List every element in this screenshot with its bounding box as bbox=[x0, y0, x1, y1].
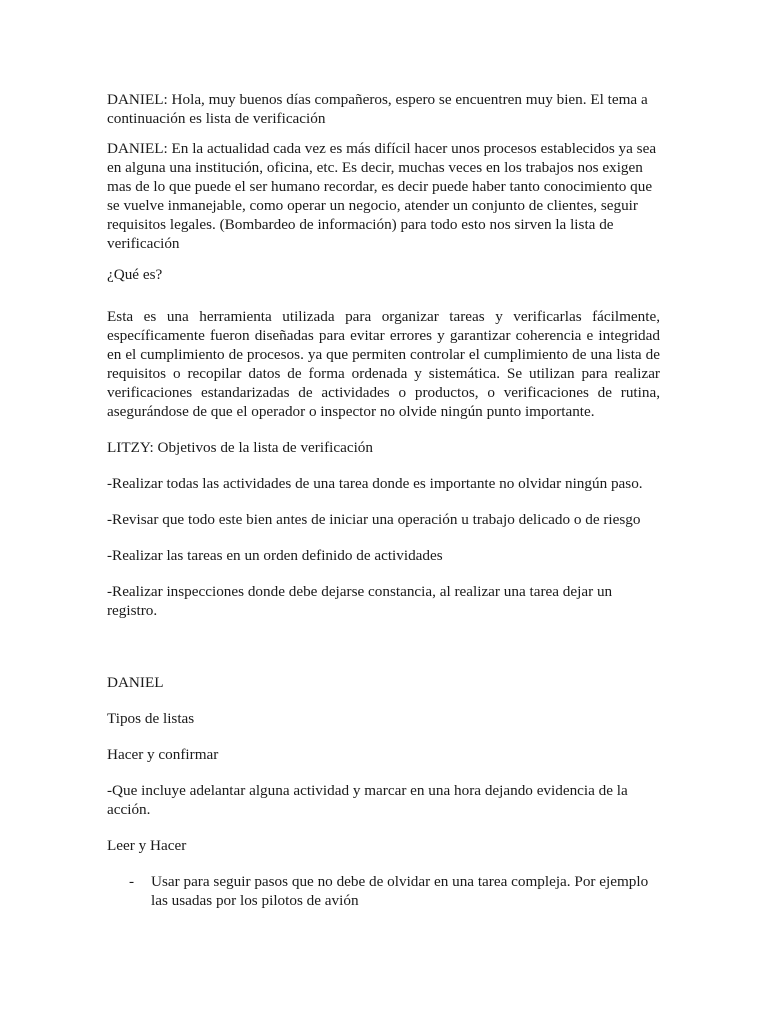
bullet-dash: - bbox=[129, 873, 135, 890]
speaker-daniel: DANIEL bbox=[107, 674, 164, 691]
paragraph-intro: DANIEL: Hola, muy buenos días compañeros, espero se encuentren muy bien. El tema a continuación es lista de verificación bbox=[107, 91, 648, 127]
bullet-text: Usar para seguir pasos que no debe de olvidar en una tarea compleja. Por ejemplo las usadas por los pilotos de avión bbox=[151, 873, 649, 909]
objective-item: -Realizar inspecciones donde debe dejarse constancia, al realizar una tarea dejar un registro. bbox=[107, 583, 613, 619]
paragraph-definition: Esta es una herramienta utilizada para organizar tareas y verificarlas fácilmente, específicamente fueron diseñadas para evitar errores y garantizar coherencia e integridad en el cumplimiento de procesos. ya que permiten controlar el cumplimiento de una lista de requisitos o recopilar datos de forma ordenada y sistemática. Se utilizan para realizar verificaciones estandarizadas de actividades o productos, o verificaciones de rutina, asegurándose de que el operador o inspector no olvide ningún punto importante. bbox=[107, 308, 660, 420]
objective-item: -Realizar las tareas en un orden definido de actividades bbox=[107, 547, 443, 564]
type-title-hacer-confirmar: Hacer y confirmar bbox=[107, 746, 219, 763]
question-heading: ¿Qué es? bbox=[107, 266, 163, 283]
bullet-item bbox=[129, 872, 660, 910]
type-title-leer-hacer: Leer y Hacer bbox=[107, 837, 187, 854]
objective-item: -Revisar que todo este bien antes de iniciar una operación u trabajo delicado o de riesgo bbox=[107, 511, 641, 528]
litzy-heading: LITZY: Objetivos de la lista de verificación bbox=[107, 439, 373, 456]
paragraph-context: DANIEL: En la actualidad cada vez es más difícil hacer unos procesos establecidos ya sea en alguna una institución, oficina, etc. Es decir, muchas veces en los trabajos nos exigen mas de lo que puede el ser humano recordar, es decir puede haber tanto conocimiento que se vuelve inmanejable, como operar un negocio, atender un conjunto de clientes, seguir requisitos legales. (Bombardeo de información) para todo esto nos sirven la lista de verificación bbox=[107, 140, 657, 252]
types-heading: Tipos de listas bbox=[107, 710, 195, 727]
objective-item: -Realizar todas las actividades de una tarea donde es importante no olvidar ningún paso. bbox=[107, 475, 643, 492]
type-desc-hacer-confirmar: -Que incluye adelantar alguna actividad y marcar en una hora dejando evidencia de la acción. bbox=[107, 782, 628, 818]
